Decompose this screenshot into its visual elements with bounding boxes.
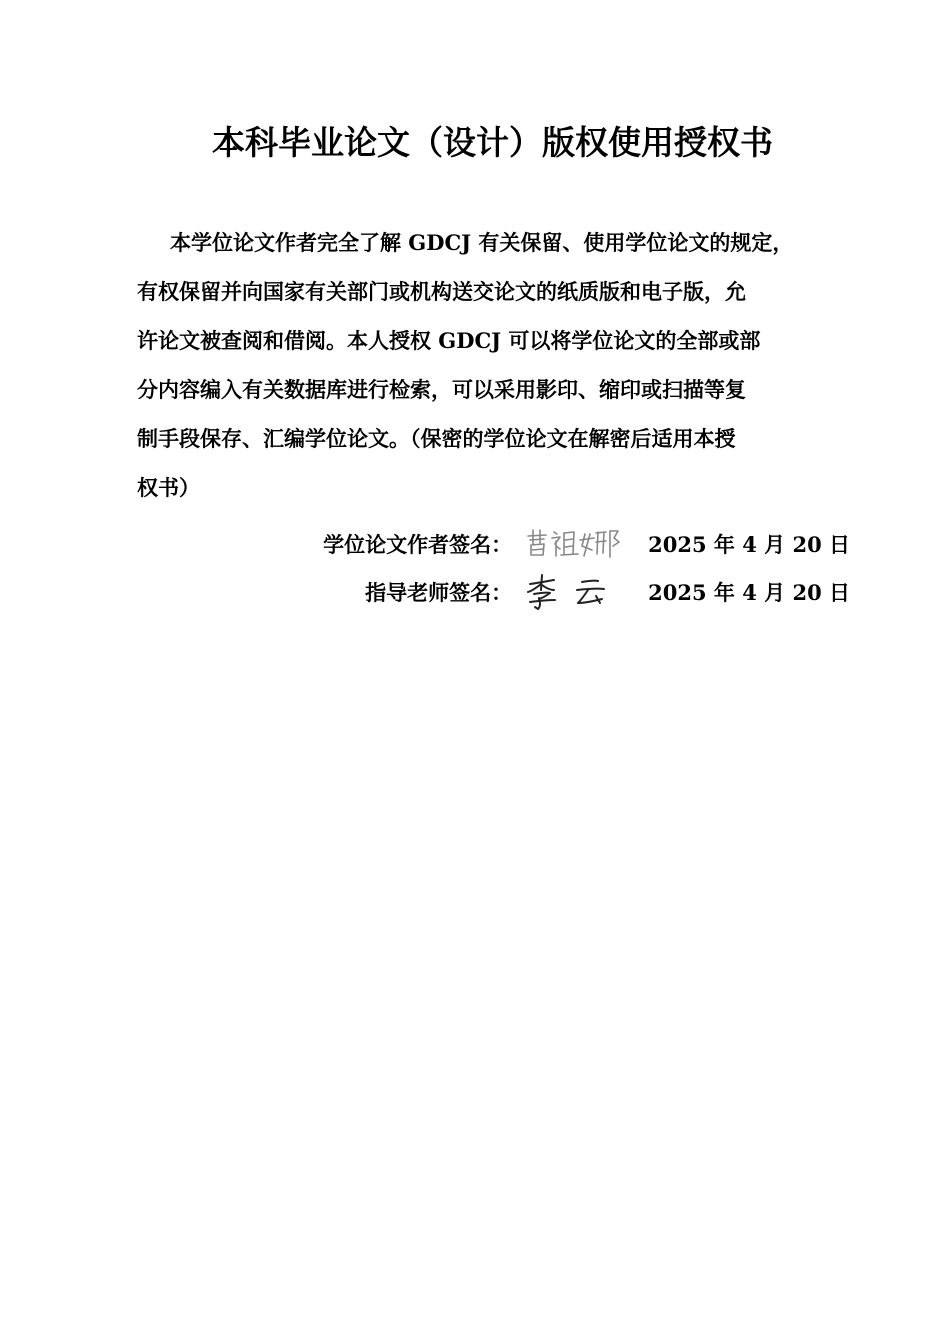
advisor-handwritten-signature (522, 572, 632, 612)
paragraph-line: 权书） (137, 475, 200, 500)
author-signature-row (323, 524, 850, 564)
author-signature-label: 学位论文作者签名： (323, 532, 513, 557)
advisor-signature-row (365, 572, 850, 612)
paragraph-line: 制手段保存、汇编学位论文。（保密的学位论文在解密后适用本授 (137, 426, 736, 451)
paragraph-line: 许论文被查阅和借阅。本人授权 GDCJ 可以将学位论文的全部或部 (137, 328, 761, 353)
paragraph-line: 有权保留并向国家有关部门或机构送交论文的纸质版和电子版，允 (137, 279, 746, 304)
paragraph-line: 分内容编入有关数据库进行检索，可以采用影印、缩印或扫描等复 (137, 377, 746, 402)
document-title: 本科毕业论文（设计）版权使用授权书 (212, 123, 773, 162)
author-signature-date: 2025 年 4 月 20 日 (648, 532, 850, 557)
paragraph-line: 本学位论文作者完全了解 GDCJ 有关保留、使用学位论文的规定， (170, 230, 794, 255)
advisor-signature-label: 指导老师签名： (365, 580, 513, 605)
authorization-paragraph (137, 218, 857, 512)
author-handwritten-signature (522, 524, 632, 564)
advisor-signature-date: 2025 年 4 月 20 日 (648, 580, 850, 605)
